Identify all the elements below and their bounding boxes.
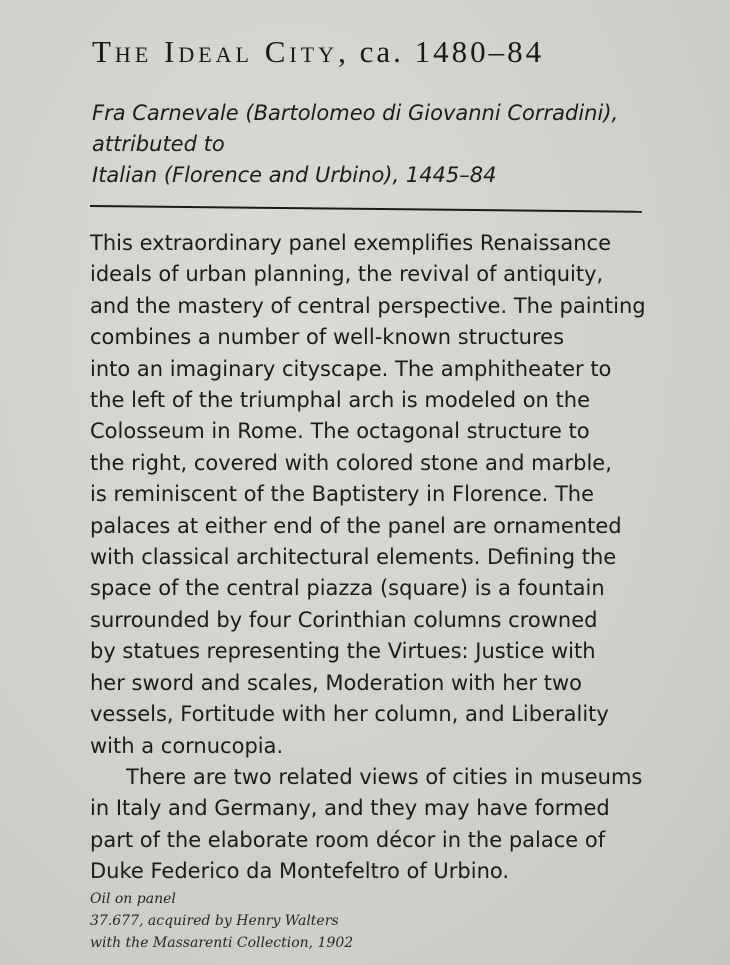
- artwork-metadata: [90, 888, 353, 954]
- medium: Oil on panel: [90, 891, 176, 907]
- description-line: is reminiscent of the Baptistery in Florence. The: [90, 482, 595, 507]
- description-line: by statues representing the Virtues: Justice with: [90, 639, 596, 664]
- description-line: combines a number of well-known structures: [90, 325, 565, 350]
- description-line: Colosseum in Rome. The octagonal structure to: [90, 419, 590, 444]
- artwork-date: , ca. 1480–84: [338, 34, 545, 69]
- description-text: [90, 228, 650, 888]
- artist-attribution: [92, 98, 692, 191]
- description-line: vessels, Fortitude with her column, and Liberality: [90, 702, 609, 727]
- collection-credit: with the Massarenti Collection, 1902: [90, 935, 354, 951]
- description-line: her sword and scales, Moderation with her two: [90, 670, 583, 695]
- description-line: and the mastery of central perspective. The painting: [90, 293, 646, 318]
- artwork-title-name: The Ideal City: [92, 34, 339, 69]
- accession-credit: 37.677, acquired by Henry Walters: [90, 913, 339, 929]
- divider-rule: [90, 205, 642, 213]
- artist-name-line: Fra Carnevale (Bartolomeo di Giovanni Corradini),: [92, 101, 619, 125]
- description-line: Duke Federico da Montefeltro of Urbino.: [90, 859, 510, 884]
- description-line: palaces at either end of the panel are ornamented: [90, 513, 622, 538]
- description-line: This extraordinary panel exemplifies Renaissance: [90, 231, 612, 255]
- description-line: into an imaginary cityscape. The amphitheater to: [90, 356, 612, 381]
- description-line: the left of the triumphal arch is modeled on the: [90, 388, 591, 413]
- description-line: part of the elaborate room décor in the palace of: [90, 827, 606, 852]
- description-line: with classical architectural elements. Defining the: [90, 545, 617, 570]
- description-line: in Italy and Germany, and they may have formed: [90, 796, 610, 821]
- description-line: ideals of urban planning, the revival of antiquity,: [90, 262, 604, 287]
- description-line: surrounded by four Corinthian columns crowned: [90, 607, 598, 632]
- artist-nationality-dates: Italian (Florence and Urbino), 1445–84: [92, 163, 497, 187]
- attribution-note: attributed to: [92, 132, 225, 156]
- description-line: the right, covered with colored stone and marble,: [90, 450, 612, 475]
- description-line: There are two related views of cities in museums: [126, 764, 643, 789]
- artwork-title: [92, 34, 544, 70]
- description-line: with a cornucopia.: [90, 733, 284, 758]
- description-line: space of the central piazza (square) is a fountain: [90, 576, 605, 601]
